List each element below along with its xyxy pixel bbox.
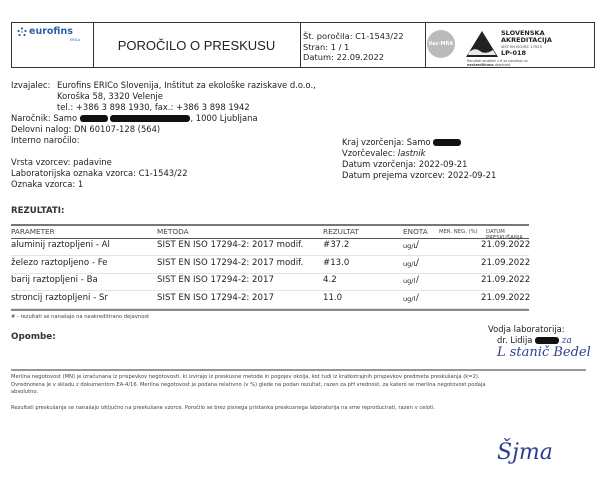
footer-line1: Merilna negotovost (MN) je izračunana iz prispevkov negotovosti, ki izvirajo iz preskusne metode in pogojev okolja, kot tudi iz kratkotrajnih prispevkov predmeta preskušanja (k=2). bbox=[11, 374, 480, 380]
report-info bbox=[303, 31, 404, 63]
cell-method: SIST EN ISO 17294-2: 2017 modif. bbox=[157, 257, 304, 268]
cell-result: 11.0 bbox=[323, 292, 343, 303]
cell-result: 4.2 bbox=[323, 275, 337, 285]
mountain-logo-icon bbox=[465, 30, 499, 58]
cell-parameter: aluminij raztopljeni - Al bbox=[11, 240, 110, 250]
cell-unit: ug/L bbox=[403, 242, 418, 250]
col-datum: DATUM PRESKUŠANJA bbox=[486, 229, 523, 241]
remarks-label: Opombe: bbox=[11, 332, 56, 342]
cell-date: 21.09.2022 bbox=[481, 292, 531, 303]
brand-name: eurofins bbox=[29, 26, 73, 37]
cell-uncertainty: / bbox=[416, 275, 419, 285]
table-bottom-rule bbox=[11, 309, 529, 311]
col-rezultat: REZULTAT bbox=[323, 227, 359, 236]
vzorcevalec-label: Vzorčevalec: bbox=[342, 148, 398, 158]
cell-parameter: železo raztopljeno - Fe bbox=[11, 257, 108, 268]
narocnik-line bbox=[11, 113, 316, 124]
accreditation-note bbox=[467, 59, 587, 67]
cell-parameter: stroncij raztopljeni - Sr bbox=[11, 292, 108, 303]
vrsta-vzorcev: Vrsta vzorcev: padavine bbox=[11, 157, 112, 167]
redaction-mark bbox=[80, 115, 108, 122]
cell-result: #37.2 bbox=[323, 240, 350, 250]
col-metoda: METODA bbox=[157, 227, 189, 236]
col-enota: ENOTA bbox=[403, 227, 428, 236]
datum-prejema: Datum prejema vzorcev: 2022-09-21 bbox=[342, 170, 497, 180]
logo-cell bbox=[12, 23, 94, 67]
vzorcevalec-value: lastnik bbox=[397, 148, 426, 158]
cell-uncertainty: / bbox=[416, 257, 419, 268]
accreditation-line2: AKREDITACIJA bbox=[501, 36, 552, 44]
table-row bbox=[11, 256, 529, 274]
delovni-nalog: Delovni nalog: DN 60107-128 (564) bbox=[11, 124, 161, 134]
table-row bbox=[11, 273, 529, 291]
accreditation-line1: SLOVENSKA bbox=[501, 29, 545, 37]
accreditation-note-rest: dejavnost bbox=[493, 63, 511, 67]
footer-divider bbox=[11, 369, 586, 371]
report-title: POROČILO O PRESKUSU bbox=[93, 23, 301, 67]
report-page: Stran: 1 / 1 bbox=[303, 41, 350, 52]
eurofins-dots-icon bbox=[17, 27, 27, 37]
kraj-vzorcenja-text: Kraj vzorčenja: Samo bbox=[342, 137, 431, 147]
footer-uncertainty bbox=[11, 374, 486, 397]
report-date: Datum: 22.09.2022 bbox=[303, 52, 385, 62]
oznaka-vzorca: Oznaka vzorca: 1 bbox=[11, 179, 84, 189]
cell-result: #13.0 bbox=[323, 257, 350, 268]
vzorcevalec bbox=[342, 148, 496, 159]
col-mer-neg: MER. NEG. (%) bbox=[439, 229, 478, 235]
handwritten-signature: L stanič Bedel bbox=[497, 345, 591, 360]
cell-method: SIST EN ISO 17294-2: 2017 bbox=[157, 275, 274, 285]
eurofins-logo bbox=[17, 26, 73, 37]
interno-narocilo: Interno naročilo: bbox=[11, 135, 80, 145]
cell-unit: ug/L bbox=[403, 259, 418, 268]
narocnik-prefix: Naročnik: Samo bbox=[11, 113, 78, 123]
redaction-mark bbox=[535, 337, 559, 344]
narocnik-suffix: , 1000 Ljubljana bbox=[190, 113, 258, 123]
report-header bbox=[11, 22, 426, 68]
izvajalec-line3: tel.: +386 3 898 1930, fax.: +386 3 898 1942 bbox=[57, 102, 250, 112]
table-row bbox=[11, 291, 529, 309]
brand-sub: ERICo bbox=[70, 38, 81, 42]
lab-head-name-prefix: dr. Lidija bbox=[497, 335, 533, 345]
izvajalec-line1: Eurofins ERICo Slovenija, Inštitut za ekološke raziskave d.o.o., bbox=[57, 80, 316, 90]
footer-reproduction: Rezultati preskušanja se nanašajo izključno na preskušane vzorce. Poročilo se brez pisnega pristanka preskusnega laboratorija na sme reproducirati, razen v celoti. bbox=[11, 405, 436, 411]
report-number: Št. poročila: C1-1543/22 bbox=[303, 31, 404, 41]
cell-method: SIST EN ISO 17294-2: 2017 bbox=[157, 292, 274, 303]
redaction-mark bbox=[433, 139, 461, 146]
accreditation-box bbox=[420, 22, 595, 68]
accreditation-standard: SIST EN ISO/IEC 17025 bbox=[501, 45, 542, 49]
footer-line3: absolutno. bbox=[11, 389, 39, 395]
footer-line2: Ovrednotena je v skladu z dokumentom EA-4/16. Merilna negotovost je podana relativno (v %) glede na podan rezultat, razen za pH vrednost, za katero se merilna negotovost podaja bbox=[11, 381, 486, 388]
redaction-mark bbox=[110, 115, 190, 122]
izvajalec-label: Izvajalec: bbox=[11, 80, 51, 90]
cell-method: SIST EN ISO 17294-2: 2017 modif. bbox=[157, 240, 304, 250]
cell-date: 21.09.2022 bbox=[481, 240, 531, 250]
col-parameter: PARAMETER bbox=[11, 227, 55, 236]
kraj-vzorcenja bbox=[342, 137, 496, 148]
lab-head-role: Vodja laboratorija: bbox=[488, 324, 565, 334]
cell-uncertainty: / bbox=[416, 292, 419, 303]
info-left bbox=[11, 80, 316, 190]
cell-date: 21.09.2022 bbox=[481, 275, 531, 285]
cell-uncertainty: / bbox=[416, 240, 419, 250]
cell-parameter: barij raztopljeni - Ba bbox=[11, 275, 98, 285]
second-signature: Šjma bbox=[497, 440, 553, 465]
results-footnote: # - rezultati se nanašajo na neakreditirano dejavnost bbox=[11, 314, 150, 320]
lab-oznaka: Laboratorijska oznaka vzorca: C1-1543/22 bbox=[11, 168, 188, 178]
accreditation-code: LP-018 bbox=[501, 49, 527, 57]
cell-unit: ug/l bbox=[403, 294, 416, 303]
accreditation-note-bold: neakreditirano bbox=[467, 63, 494, 67]
info-right bbox=[342, 137, 496, 181]
accreditation-text bbox=[501, 30, 552, 57]
table-row bbox=[11, 238, 529, 256]
cell-date: 21.09.2022 bbox=[481, 257, 531, 268]
ilac-label: ilac-MRA bbox=[428, 41, 454, 47]
handwritten-za: za bbox=[561, 336, 572, 346]
results-heading: REZULTATI: bbox=[11, 206, 65, 216]
ilac-mra-logo bbox=[427, 30, 455, 58]
cell-unit: ug/l bbox=[403, 277, 416, 285]
accreditation-note-line1: Rezultati označeni z # se nanašajo na bbox=[467, 59, 528, 63]
datum-vzorcenja: Datum vzorčenja: 2022-09-21 bbox=[342, 159, 468, 169]
izvajalec-line2: Koroška 58, 3320 Velenje bbox=[57, 91, 163, 101]
table-header bbox=[11, 224, 529, 239]
